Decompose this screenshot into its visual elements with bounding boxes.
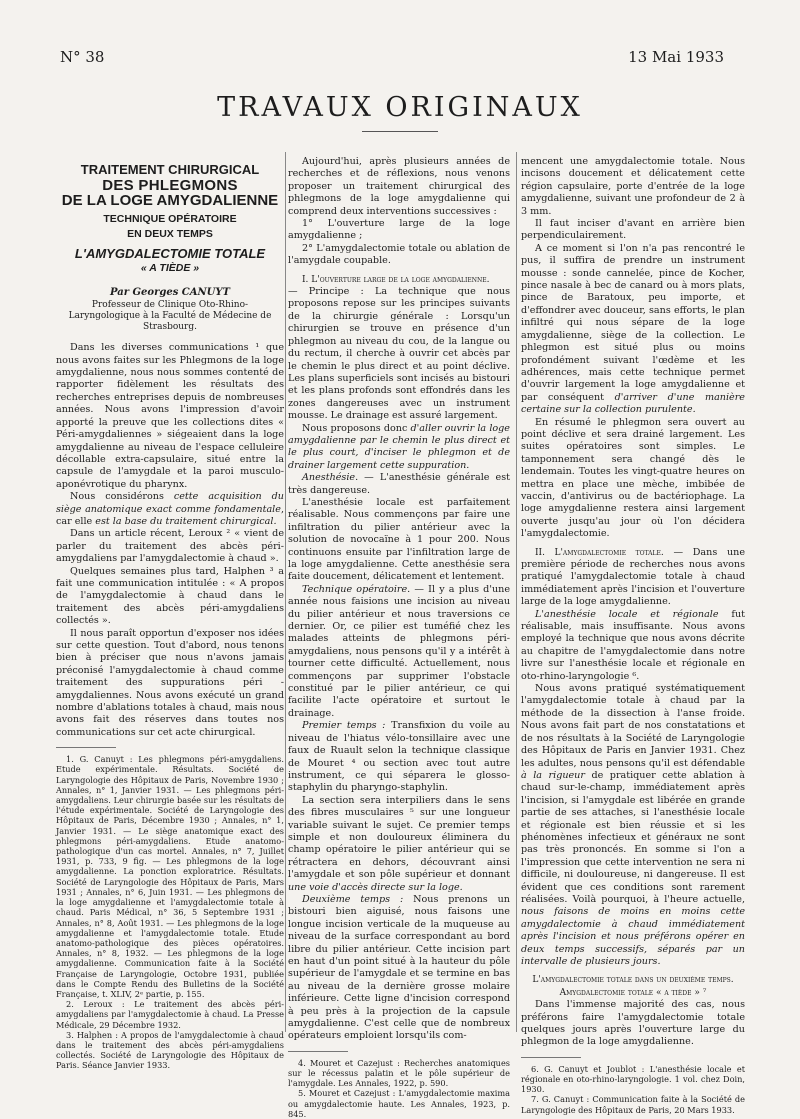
section-heading-3: L'amygdalectomie totale dans un deuxième temps. Amygdalectomie totale « a tiède » ⁷ bbox=[532, 975, 734, 998]
paragraph: 1° L'ouverture large de la loge amygdalienne ; bbox=[288, 218, 510, 242]
paragraph: Nous considérons cette acquisition du siège anatomique exact comme fondamentale, car elle est la base du traitement chirurgical. bbox=[56, 491, 284, 527]
paragraph: Nous avons pratiqué systématiquement l'amygdalectomie totale à chaud par la méthode de la dissection à l'anse froide. Nous avons fait part de nos constatations et de nos résultats à la Société de Laryngologie des Hôpitaux de Paris en Janvier 1931. Chez les adultes, nous pensons qu'il est défendable à la rigueur de pratiquer cette ablation à chaud sur-le-champ, immédiatement après l'incision, si l'amygdale est libérée en grande partie de ses attaches, si l'anesthésie locale et régionale est bien réussie et si les phénomènes infectieux et généraux ne sont pas très prononcés. En somme si l'on a l'impression que cette intervention ne sera ni difficile, ni douloureuse, ni dangereuse. Il est évident que ces conditions sont rarement réalisées. Voilà pourquoi, à l'heure actuelle, nous faisons de moins en moins cette amygdalectomie à chaud immédiatement après l'incision et nous préférons opérer en deux temps successifs, séparés par un intervalle de plusieurs jours. bbox=[521, 683, 745, 967]
paragraph: Anesthésie. — L'anesthésie générale est très dangereuse. bbox=[288, 472, 510, 496]
author-affiliation: Professeur de Clinique Oto-Rhino-Laryngologique à la Faculté de Médecine de Strasbourg. bbox=[68, 300, 272, 333]
paragraph: Il nous paraît opportun d'exposer nos idées sur cette question. Tout d'abord, nous tenons bien à préciser que nous n'avons jamais préconisé l'amygdalectomie à chaud comme traitement des suppurations péri - amygdaliennes. Nous avons exécuté un grand nombre d'ablations totales à chaud, mais nous avons fait des réserves dans toutes nos communications sur cet acte chirurgical. bbox=[56, 627, 284, 738]
section-title: TRAVAUX ORIGINAUX bbox=[217, 92, 583, 123]
footnote: 6. G. Canuyt et Joublot : L'anesthésie locale et régionale en oto-rhino-laryngologie. 1 vol. chez Doin, 1930. bbox=[521, 1063, 745, 1095]
paragraph: Aujourd'hui, après plusieurs années de recherches et de réflexions, nous venons proposer un traitement chirurgical des phlegmons de la loge amygdalienne qui comprend deux interventions successives : bbox=[288, 156, 510, 217]
column-divider bbox=[285, 152, 286, 1032]
paragraph: mencent une amygdalectomie totale. Nous incisons doucement et délicatement cette région capsulaire, porte d'entrée de la loge amygdalienne, suivant une profondeur de 2 à 3 mm. bbox=[521, 156, 745, 217]
paragraph: Dans un article récent, Leroux ² « vient de parler du traitement des abcès péri-amygdaliens par l'amygdalectomie à chaud ». bbox=[56, 528, 284, 565]
footnote-separator bbox=[56, 747, 116, 748]
article-title-line2: DES PHLEGMONS bbox=[102, 177, 238, 195]
footnote: 2. Leroux : Le traitement des abcès péri-amygdaliens par l'amygdalectomie à chaud. La Presse Médicale, 29 Décembre 1932. bbox=[56, 999, 284, 1030]
article-subtitle-line2: EN DEUX TEMPS bbox=[127, 227, 213, 240]
footnote: 4. Mouret et Cazejust : Recherches anatomiques sur le récessus palatin et le pôle supérieur de l'amygdale. Les Annales, 1922, p. 590. bbox=[288, 1057, 510, 1089]
article-subtitle-line4: « A TIÈDE » bbox=[140, 262, 200, 275]
column-3 bbox=[521, 156, 745, 1115]
issue-number: N° 38 bbox=[60, 48, 105, 66]
column-2 bbox=[288, 156, 510, 1119]
section-heading-2: II. L'amygdalectomie totale. — Dans une première période de recherches nous avons pratiqué l'amygdalectomie totale à chaud immédiatement après l'incision et l'ouverture large de la loge amygdalienne. bbox=[521, 546, 745, 608]
paragraph: L'anesthésie locale et régionale fut réalisable, mais insuffisante. Nous avons employé la technique que nous avons décrite au chapitre de l'amygdalectomie dans notre livre sur l'anesthésie locale et régionale en oto-rhino-laryngologie ⁶. bbox=[521, 608, 745, 682]
footnote: 7. G. Canuyt : Communication faite à la Société de Laryngologie des Hôpitaux de Paris, 20 Mars 1933. bbox=[521, 1094, 745, 1115]
article-subtitle-line3: L'AMYGDALECTOMIE TOTALE bbox=[74, 246, 266, 262]
paragraph: L'anesthésie locale est parfaitement réalisable. Nous commençons par faire une infiltration du pilier antérieur avec la solution de novocaïne à 1 pour 200. Nous continuons ensuite par l'infiltration large de la loge amygdalienne. Cette anesthésie sera faite doucement, délicatement et lentement. bbox=[288, 496, 510, 583]
footnote: 5. Mouret et Cazejust : L'amygdalectomie maxima ou amygdalectomie haute. Les Annales, 1923, p. 845. bbox=[288, 1088, 510, 1119]
paragraph: Deuxième temps : Nous prenons un bistouri bien aiguisé, nous faisons une longue incision verticale de la muqueuse au niveau de la surface correspondant au bord libre du pilier antérieur. Cette incision part en haut d'un point situé à la hauteur du pôle supérieur de l'amygdale et se termine en bas au niveau de la dernière grosse molaire inférieure. Cette ligne d'incision correspond à peu près à la projection de la capsule amygdalienne. C'est celle que de nombreux opérateurs emploient lorsqu'ils com- bbox=[288, 893, 510, 1042]
article-title-line3: DE LA LOGE AMYGDALIENNE bbox=[61, 191, 279, 209]
paragraph: Il faut inciser d'avant en arrière bien perpendiculairement. bbox=[521, 218, 745, 242]
article-subtitle-line1: TECHNIQUE OPÉRATOIRE bbox=[103, 213, 237, 226]
column-divider bbox=[516, 152, 517, 1032]
article-title-line1: TRAITEMENT CHIRURGICAL bbox=[80, 162, 260, 177]
footnote-separator bbox=[521, 1057, 581, 1058]
paragraph: Dans l'immense majorité des cas, nous préférons faire l'amygdalectomie totale quelques jours après l'ouverture large du phlegmon de la loge amygdalienne. bbox=[521, 999, 745, 1048]
column-1 bbox=[56, 156, 284, 1071]
paragraph: Nous proposons donc d'aller ouvrir la loge amygdalienne par le chemin le plus direct et le plus court, d'inciser le phlegmon et de drainer largement cette suppuration. bbox=[288, 422, 510, 471]
paragraph: Premier temps : Transfixion du voile au niveau de l'hiatus vélo-tonsillaire avec une faux de Ruault selon la technique classique de Mouret ⁴ ou section avec tout autre instrument, ce qui séparera le glosso-staphylin du pharyngo-staphylin. bbox=[288, 720, 510, 794]
paragraph: 2° L'amygdalectomie totale ou ablation de l'amygdale coupable. bbox=[288, 242, 510, 267]
author: Par Georges CANUYT bbox=[110, 286, 230, 298]
section-heading-1: I. L'ouverture large de la loge amygdalienne. bbox=[302, 274, 490, 285]
paragraph: En résumé le phlegmon sera ouvert au point déclive et sera drainé largement. Les suites opératoires sont simples. Le tamponnement sera changé dès le lendemain. Toutes les vingt-quatre heures on mettra en place une mèche, imbibée de vaccin, d'antivirus ou de bactériophage. La loge amygdalienne restera ainsi largement ouverte jusqu'au jour où l'on décidera l'amygdalectomie. bbox=[521, 416, 745, 540]
footnote: 1. G. Canuyt : Les phlegmons péri-amygdaliens. Etude expérimentale. Résultats. Société de Laryngologie des Hôpitaux de Paris, Novembre 1930 ; Annales, n° 1, Janvier 1931. — Les phlegmons péri-amygdaliens. Leur chirurgie basée sur les résultats de l'étude expérimentale. Société de Laryngologie des Hôpitaux de Paris, Décembre 1930 ; Annales, n° 1, Janvier 1931. — Le siège anatomique exact des phlegmons péri-amygdaliens. Etude anatomo-pathologique d'un cas mortel. Annales, n° 7, Juillet 1931, p. 733, 9 fig. — Les phlegmons de la loge amygdalienne. La ponction exploratrice. Résultats. Société de Laryngologie des Hôpitaux de Paris, Mars 1931 ; Annales, n° 6, Juin 1931. — Les phlegmons de la loge amygdalienne et l'amygdalectomie totale à chaud. Paris Médical, n° 36, 5 Septembre 1931 ; Annales, n° 8, Août 1931. — Les phlegmons de la loge amygdalienne et l'amygdalectomie totale. Etude anatomo-pathologique des pièces opératoires. Annales, n° 8, 1932. — Les phlegmons de la loge amygdalienne. Communication faite à la Société Française de Laryngologie, Octobre 1931, publiée dans le Compte Rendu des Bulletins de la Société Française, t. XLIV, 2ᵉ partie, p. 155. bbox=[56, 754, 284, 999]
issue-date: 13 Mai 1933 bbox=[628, 48, 724, 66]
paragraph: Dans les diverses communications ¹ que nous avons faites sur les Phlegmons de la loge amygdalienne, nous nous sommes contenté de rapporter fidèlement les résultats des recherches entreprises depuis de nombreuses années. Nous avons l'impression d'avoir apporté la preuve que les collections dites « Péri-amygdaliennes » siégeaient dans la loge amygdalienne au niveau de l'espace celluleire décollable extra-capsulaire, situé entre la capsule de l'amygdale et la paroi musculo-aponévrotique du pharynx. bbox=[56, 342, 284, 490]
paragraph: Quelques semaines plus tard, Halphen ³ a fait une communication intitulée : « A propos de l'amygdalectomie à chaud dans le traitement des abcès péri-amygdaliens collectés ». bbox=[56, 565, 284, 627]
paragraph: La section sera interpiliers dans le sens des fibres musculaires ⁵ sur une longueur variable suivant le sujet. Ce premier temps simple et non douloureux éliminera du champ opératoire le pilier antérieur qui se rétractera en dehors, découvrant ainsi l'amygdale et son pôle supérieur et donnant une voie d'accès directe sur la loge. bbox=[288, 794, 510, 893]
paragraph: — Principe : La technique que nous proposons repose sur les principes suivants de la chirurgie générale : Lorsqu'un chirurgien se trouve en présence d'un phlegmon au niveau du cou, de la langue ou du rectum, il cherche à ouvrir cet abcès par le chemin le plus direct et au point déclive. Les plans superficiels sont incisés au bistouri et les plans profonds sont effondrés dans les zones dangereuses avec un instrument mousse. Le drainage est assuré largement. bbox=[288, 286, 510, 422]
paragraph: Technique opératoire. — Il y a plus d'une année nous faisions une incision au niveau du pilier antérieur et nous traversions ce dernier. Or, ce pilier est tuméfié chez les malades atteints de phlegmons péri-amygdaliens, nous pensons qu'il y a intérêt à tourner cette difficulté. Actuellement, nous commençons par supprimer l'obstacle constitué par le pilier antérieur, ce qui facilite l'acte opératoire et surtout le drainage. bbox=[288, 583, 510, 719]
paragraph: A ce moment si l'on n'a pas rencontré le pus, il suffira de prendre un instrument mousse : sonde cannelée, pince de Kocher, pince nasale à bec de canard ou à mors plats, pince de Baratoux, peu importe, et d'effondrer avec douceur, sans efforts, le plan infiltré qui nous sépare de la loge amygdalienne, siège de la collection. Le phlegmon est situé plus ou moins profondément suivant l'œdème et les adhérences, mais cette technique permet d'ouvrir largement la loge amygdalienne et par conséquent d'arriver d'une manière certaine sur la collection purulente. bbox=[521, 242, 745, 416]
footnote-separator bbox=[288, 1051, 348, 1052]
footnote: 3. Halphen : A propos de l'amygdalectomie à chaud dans le traitement des abcès péri-amygdaliens collectés. Société de Laryngologie des Hôpitaux de Paris. Séance Janvier 1933. bbox=[56, 1029, 284, 1071]
title-divider bbox=[362, 131, 438, 132]
